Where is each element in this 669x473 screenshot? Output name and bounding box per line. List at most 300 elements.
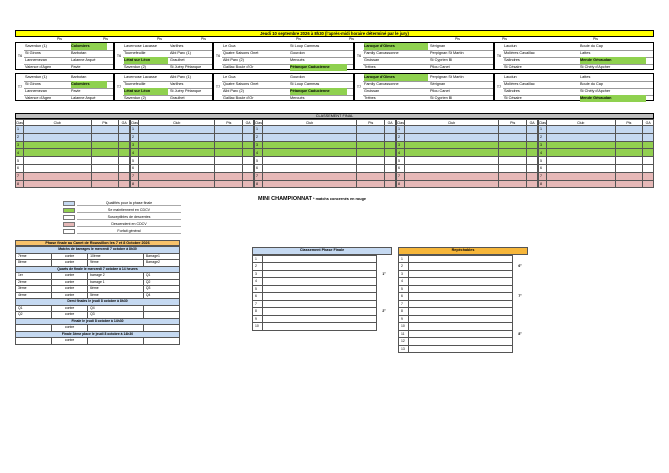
- rank-mark: [513, 308, 528, 316]
- ga-cell: [527, 149, 538, 157]
- standings-row: [16, 157, 130, 165]
- rank-row: [399, 308, 528, 316]
- ga-cell: [385, 126, 396, 134]
- ga-cell: [243, 157, 254, 165]
- rank-number: 2: [399, 263, 409, 271]
- ga-cell: [119, 133, 130, 141]
- match-group: [354, 73, 494, 101]
- standings-col-header: Club: [405, 120, 499, 126]
- mini-championnat-title: MINI CHAMPIONNAT * matchs concernés en rouge: [258, 196, 367, 202]
- rank-number: 6: [253, 293, 263, 301]
- rank-row: [399, 315, 528, 323]
- phase-cell: contre: [52, 253, 88, 260]
- match-group: [494, 42, 654, 70]
- rank-cell: 6: [131, 164, 139, 172]
- club-cell: [139, 126, 215, 134]
- club-cell: [139, 164, 215, 172]
- club-cell: [263, 164, 357, 172]
- standings-col-header: Pts: [357, 120, 385, 126]
- standings-row: [539, 172, 654, 180]
- club-cell: [263, 157, 357, 165]
- rank-cell: 1: [539, 126, 547, 134]
- standings-col-header: Pts: [499, 120, 527, 126]
- demi-title: Demi finales le jeudi 8 octobre à 8h30: [16, 299, 180, 306]
- team-name: Colomiers: [71, 81, 107, 88]
- team-name: Graulhet: [170, 58, 185, 62]
- round-label: T7: [116, 84, 122, 89]
- standings-row: [16, 180, 130, 188]
- standings-table: [254, 119, 396, 188]
- team-name: Saverdun (1): [25, 44, 47, 48]
- standings-row: [397, 164, 538, 172]
- rank-cell: 4: [397, 149, 405, 157]
- ga-cell: [119, 164, 130, 172]
- pts-cell: [357, 164, 385, 172]
- pts-cell: [357, 157, 385, 165]
- team-name: Mercués: [290, 96, 305, 100]
- team-name: Albi Parc (1): [170, 75, 191, 79]
- phase-cell: contre: [52, 260, 88, 267]
- pts-label: Pts: [57, 37, 62, 41]
- rank-cell: 7: [255, 172, 263, 180]
- rank-cell: 5: [397, 157, 405, 165]
- club-cell: [139, 149, 215, 157]
- standings-col-header: Pts: [215, 120, 243, 126]
- rank-mark: 8°: [518, 331, 522, 336]
- rank-number: 11: [399, 330, 409, 338]
- legend-swatch: [63, 201, 75, 206]
- standings-row: [539, 164, 654, 172]
- team-name: Lavernose Lacasse: [124, 44, 157, 48]
- rank-mark: 7°: [518, 294, 522, 299]
- team-name: Pavie: [71, 89, 81, 93]
- standings-row: [397, 180, 538, 188]
- team-name: Lalanne Arqué: [71, 58, 96, 62]
- standings-col-header: Clas: [255, 120, 263, 125]
- rank-cell: 2: [16, 133, 24, 141]
- ga-cell: [643, 157, 654, 165]
- pts-cell: [615, 133, 643, 141]
- standings-table: [130, 119, 254, 188]
- ga-cell: [527, 172, 538, 180]
- quarts-title: Quarts de finale le mercredi 7 octobre à 14 heures: [16, 266, 180, 273]
- round-label: T6: [496, 53, 502, 58]
- team-slot: [409, 255, 513, 263]
- rank-cell: 8: [539, 180, 547, 188]
- rank-row: [399, 345, 528, 353]
- pts-label: Pts: [157, 37, 162, 41]
- rank-mark: [377, 293, 392, 301]
- team-name: Gaillac Boule d'Or: [223, 96, 254, 100]
- team-name: Gourdon: [290, 51, 305, 55]
- team-slot: [409, 330, 513, 338]
- team-name: Pétanque Caducienne: [290, 88, 347, 95]
- team-name: St Juéry Pétanque: [170, 65, 202, 69]
- legend-swatch: [63, 208, 75, 213]
- pts-cell: [499, 141, 527, 149]
- rank-mark: [513, 300, 528, 308]
- rank-row: [399, 285, 528, 293]
- team-name: Varilhes: [170, 82, 184, 86]
- pts-cell: [615, 172, 643, 180]
- rank-cell: 5: [539, 157, 547, 165]
- team-name: St Césaire: [504, 96, 522, 100]
- team-slot: [409, 278, 513, 286]
- pts-label: Pts: [201, 37, 206, 41]
- rank-cell: 8: [397, 180, 405, 188]
- rank-cell: 7: [397, 172, 405, 180]
- club-cell: [547, 126, 616, 134]
- legend-label: Se maintiennent en CDCV: [77, 208, 181, 213]
- rank-cell: 6: [539, 164, 547, 172]
- legend-label: Qualifiés pour la phase finale: [77, 201, 181, 206]
- petite-finale-row: [16, 338, 180, 345]
- team-slot: [409, 323, 513, 331]
- standings-row: [16, 133, 130, 141]
- team-name: St Loup Cammas: [290, 44, 320, 48]
- phase-finale-table: [15, 246, 180, 345]
- standings-row: [131, 180, 254, 188]
- legend-label: Susceptibles de descentes: [77, 215, 181, 220]
- club-cell: [405, 133, 499, 141]
- pts-cell: [91, 141, 119, 149]
- standings-row: [131, 172, 254, 180]
- phase-cell: 9ème: [88, 260, 144, 267]
- team-name: Salindres: [504, 89, 520, 93]
- club-cell: [547, 149, 616, 157]
- standings-col-header: Club: [263, 120, 357, 126]
- finale-title: Finale le jeudi 8 octobre à 14h30: [16, 318, 180, 325]
- rank-cell: 6: [255, 164, 263, 172]
- club-cell: [263, 172, 357, 180]
- rank-row: [399, 270, 528, 278]
- pts-cell: [357, 126, 385, 134]
- rank-cell: 2: [397, 133, 405, 141]
- ga-cell: [643, 172, 654, 180]
- standings-col-header: Clas: [16, 120, 24, 125]
- ga-cell: [243, 180, 254, 188]
- rank-row: [253, 300, 392, 308]
- phase-cell: Q1: [16, 305, 52, 312]
- phase-cell: 4ème: [16, 292, 52, 299]
- legend-label: Descendent en CDCV: [77, 222, 181, 227]
- ga-cell: [385, 149, 396, 157]
- club-cell: [263, 149, 357, 157]
- ga-cell: [119, 180, 130, 188]
- team-slot: [409, 270, 513, 278]
- pts-cell: [499, 133, 527, 141]
- team-slot: [263, 315, 377, 323]
- club-cell: [139, 141, 215, 149]
- standings-table: [538, 119, 654, 188]
- rank-row: [399, 323, 528, 331]
- rank-number: 12: [399, 338, 409, 346]
- standings-row: [397, 126, 538, 134]
- team-name: Albi Parc (2): [223, 89, 244, 93]
- team-slot: [263, 323, 377, 331]
- rank-cell: 7: [16, 172, 24, 180]
- rank-mark: [377, 285, 392, 293]
- phase-cell: Q2: [16, 312, 52, 319]
- team-name: Lavernose Lacasse: [124, 75, 157, 79]
- team-name: Salindres: [504, 58, 520, 62]
- team-slot: [409, 300, 513, 308]
- legend-swatch: [63, 222, 75, 227]
- standings-row: [397, 149, 538, 157]
- rank-row: [399, 338, 528, 346]
- rank-cell: 1: [16, 126, 24, 134]
- standings-row: [539, 133, 654, 141]
- round-label: T6: [17, 53, 23, 58]
- rank-row: [399, 255, 528, 263]
- standings-row: [539, 141, 654, 149]
- team-name: Tournefeuille: [124, 51, 146, 55]
- club-cell: [24, 149, 92, 157]
- team-slot: [409, 285, 513, 293]
- team-slot: [409, 345, 513, 353]
- rank-cell: 1: [255, 126, 263, 134]
- standings-row: [131, 126, 254, 134]
- legend-swatch: [63, 229, 75, 234]
- team-slot: [409, 293, 513, 301]
- pts-cell: [615, 126, 643, 134]
- legend-label: Forfait général: [77, 229, 181, 234]
- team-name: Laudun: [504, 75, 517, 79]
- team-slot: [409, 308, 513, 316]
- ga-cell: [643, 164, 654, 172]
- ga-cell: [119, 172, 130, 180]
- team-name: Pétanque Caducienne: [290, 64, 347, 71]
- team-name: St Loup Cammas: [290, 82, 320, 86]
- club-cell: [139, 180, 215, 188]
- rank-cell: 8: [255, 180, 263, 188]
- standings-col-header: Pts: [91, 120, 119, 126]
- rank-row: [253, 323, 392, 331]
- pts-label: Pts: [103, 37, 108, 41]
- team-name: Pilou Canet: [430, 89, 450, 93]
- rank-number: 3: [253, 270, 263, 278]
- phase-cell: 6ème: [88, 286, 144, 293]
- rank-number: 1: [253, 255, 263, 263]
- rank-cell: 3: [539, 141, 547, 149]
- rank-row: [399, 263, 528, 271]
- rank-cell: 6: [397, 164, 405, 172]
- team-name: St Césaire: [504, 65, 522, 69]
- match-group: [114, 73, 213, 101]
- rank-number: 8: [399, 308, 409, 316]
- rank-row: [253, 278, 392, 286]
- round-label: T6: [116, 53, 122, 58]
- rank-row: [399, 293, 528, 301]
- team-name: Mende Gévaudan: [580, 57, 646, 64]
- phase-finale: [15, 240, 180, 345]
- standings-row: [16, 172, 130, 180]
- standings-row: [539, 126, 654, 134]
- standings-row: [397, 133, 538, 141]
- pts-cell: [499, 172, 527, 180]
- match-group: [213, 73, 354, 101]
- standings-row: [397, 141, 538, 149]
- team-name: Boule du Cap: [580, 82, 604, 86]
- pts-cell: [357, 180, 385, 188]
- rank-cell: 3: [255, 141, 263, 149]
- rank-number: 3: [399, 270, 409, 278]
- pts-cell: [91, 157, 119, 165]
- ga-cell: [119, 157, 130, 165]
- phase-cell: Q4: [143, 292, 179, 299]
- team-name: St Chély d'Apcher: [580, 65, 611, 69]
- ga-cell: [243, 172, 254, 180]
- pts-cell: [499, 157, 527, 165]
- team-name: Barbotan: [71, 75, 87, 79]
- standings-col-header: GA: [243, 120, 254, 126]
- team-name: Perpignan St Martin: [430, 51, 464, 55]
- phase-cell: 7ème: [16, 253, 52, 260]
- pts-cell: [357, 149, 385, 157]
- team-name: Gruissan: [364, 89, 380, 93]
- rank-cell: 1: [397, 126, 405, 134]
- pts-cell: [91, 133, 119, 141]
- round-label: T6: [356, 53, 362, 58]
- rank-row: [399, 278, 528, 286]
- team-slot: [263, 255, 377, 263]
- club-cell: [263, 180, 357, 188]
- team-name: Gruissan: [364, 58, 380, 62]
- team-name: Varilhes: [170, 44, 184, 48]
- team-name: St Girons: [25, 82, 41, 86]
- phase-cell: contre: [52, 279, 88, 286]
- club-cell: [405, 164, 499, 172]
- pts-cell: [215, 180, 243, 188]
- rank-mark: [377, 278, 392, 286]
- team-name: Mercués: [290, 58, 305, 62]
- pts-label: Pts: [296, 37, 301, 41]
- team-name: Trèbes: [364, 65, 376, 69]
- rank-number: 7: [399, 300, 409, 308]
- phase-cell: contre: [52, 273, 88, 280]
- rank-number: 5: [253, 285, 263, 293]
- ga-cell: [527, 133, 538, 141]
- team-name: Molières Cavaillac: [504, 51, 535, 55]
- standings-col-header: Pts: [615, 120, 643, 126]
- match-group: [213, 42, 354, 70]
- standings-row: [16, 149, 130, 157]
- rank-cell: 3: [131, 141, 139, 149]
- pts-cell: [215, 141, 243, 149]
- ga-cell: [643, 133, 654, 141]
- club-cell: [139, 157, 215, 165]
- rank-number: 4: [253, 278, 263, 286]
- standings-table: [15, 119, 130, 188]
- header-title: Jeudi 10 septembre 2026 à 8h30 (l'après-midi horaire déterminé par le jury): [15, 30, 654, 37]
- rank-mark: [513, 345, 528, 353]
- phase-cell: barrage 1: [88, 279, 144, 286]
- club-cell: [24, 157, 92, 165]
- rank-cell: 5: [255, 157, 263, 165]
- rank-mark: [513, 323, 528, 331]
- standings-row: [255, 172, 396, 180]
- ga-cell: [643, 149, 654, 157]
- team-name: Sérignan: [430, 44, 446, 48]
- team-name: Graulhet: [170, 96, 185, 100]
- standings-col-header: GA: [643, 120, 654, 126]
- rank-mark: [377, 315, 392, 323]
- barrage-title: Matchs de barrages le mercredi 7 octobre à 8h30: [16, 247, 180, 254]
- team-name: Saverdun (1): [25, 75, 47, 79]
- club-cell: [24, 164, 92, 172]
- pts-cell: [91, 164, 119, 172]
- team-name: Gourdon: [290, 75, 305, 79]
- pts-cell: [215, 133, 243, 141]
- team-name: Lannemezan: [25, 58, 47, 62]
- pts-cell: [357, 133, 385, 141]
- team-name: Family Carcassonne: [364, 82, 399, 86]
- rank-number: 7: [253, 300, 263, 308]
- club-cell: [547, 164, 616, 172]
- pts-cell: [499, 164, 527, 172]
- club-cell: [405, 172, 499, 180]
- ga-cell: [527, 126, 538, 134]
- club-cell: [24, 180, 92, 188]
- ga-cell: [243, 126, 254, 134]
- match-group: [354, 42, 494, 70]
- pts-label: Pts: [455, 37, 460, 41]
- team-name: St Cyprien Bl: [430, 96, 453, 100]
- club-cell: [24, 126, 92, 134]
- rank-cell: 7: [539, 172, 547, 180]
- rank-cell: 2: [539, 133, 547, 141]
- ga-cell: [243, 141, 254, 149]
- team-name: Valence d'Agen: [25, 65, 52, 69]
- rank-number: 4: [399, 278, 409, 286]
- phase-cell: Q4: [88, 305, 144, 312]
- phase-cell: Barrage1: [143, 253, 179, 260]
- team-name: Lannemezan: [25, 89, 47, 93]
- club-cell: [405, 126, 499, 134]
- rank-number: 5: [399, 285, 409, 293]
- team-name: Saverdun (2): [124, 96, 146, 100]
- pts-cell: [215, 164, 243, 172]
- team-name: St Chély d'Apcher: [580, 89, 611, 93]
- standings-row: [255, 180, 396, 188]
- ga-cell: [385, 164, 396, 172]
- ga-cell: [527, 157, 538, 165]
- ga-cell: [527, 180, 538, 188]
- club-cell: [263, 141, 357, 149]
- phase-cell: 5ème: [88, 292, 144, 299]
- team-slot: [263, 293, 377, 301]
- pts-label: Pts: [349, 37, 354, 41]
- rank-cell: 8: [16, 180, 24, 188]
- team-slot: [263, 285, 377, 293]
- phase-cell: 3ème: [16, 286, 52, 293]
- phase-finale-title: Phase finale au Canet de Roussillon les 7 et 8 Octobre 2026: [15, 240, 180, 246]
- pts-cell: [215, 149, 243, 157]
- classement-title: CLASSEMENT FINAL: [15, 113, 654, 119]
- rank-cell: 4: [131, 149, 139, 157]
- standings-col-header: Club: [24, 120, 92, 126]
- team-name: Mende Gévaudan: [580, 95, 646, 102]
- rank-mark: [513, 270, 528, 278]
- team-name: Family Carcassonne: [364, 51, 399, 55]
- rank-number: 13: [399, 345, 409, 353]
- ga-cell: [243, 164, 254, 172]
- team-name: Tournefeuille: [124, 82, 146, 86]
- pts-cell: [91, 180, 119, 188]
- rank-mark: [513, 285, 528, 293]
- team-name: Pavie: [71, 65, 81, 69]
- rank-number: 10: [399, 323, 409, 331]
